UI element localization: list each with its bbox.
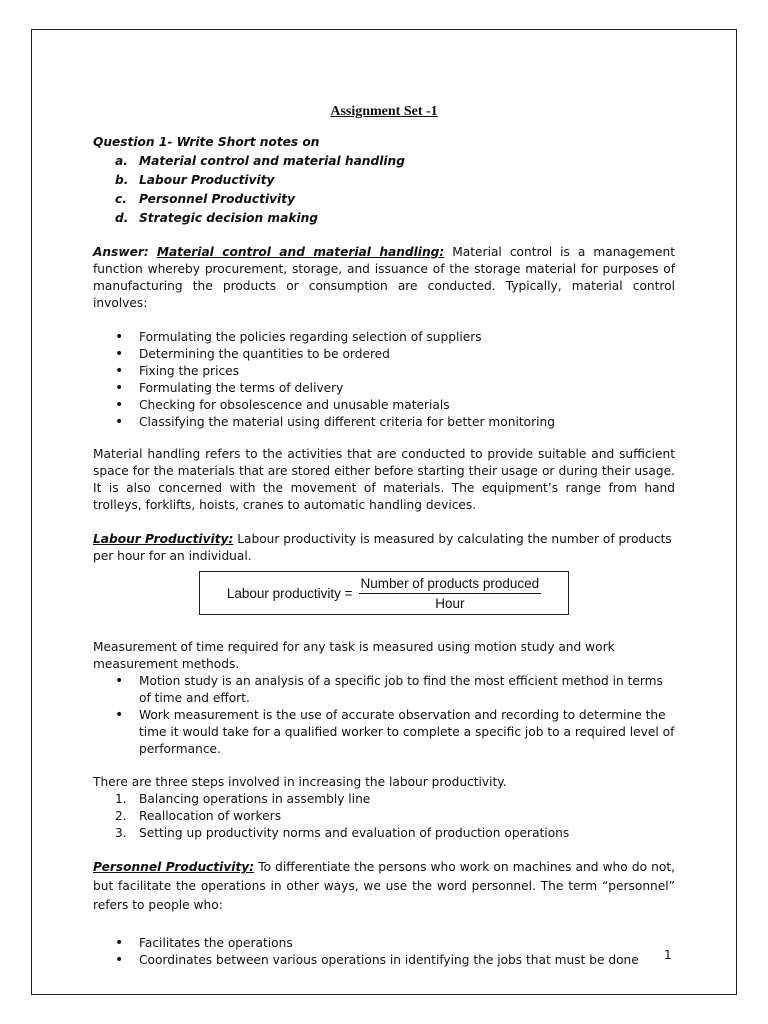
- labour-paragraph: Labour Productivity: Labour productivity is measured by calculating the number of products per hour for an individual.: [93, 532, 672, 563]
- formula-fraction: [359, 575, 542, 612]
- list-item: 2. Reallocation of workers: [115, 809, 282, 823]
- question-list: [93, 153, 675, 227]
- formula-numerator: Number of products produced: [359, 575, 542, 594]
- material-control-heading: Material control and material handling:: [156, 245, 445, 259]
- list-item: 3. Setting up productivity norms and evaluation of production operations: [115, 826, 570, 840]
- question-item: c. Personnel Productivity: [115, 192, 296, 206]
- labour-productivity-formula: [199, 571, 569, 615]
- personnel-heading: Personnel Productivity:: [93, 860, 255, 874]
- document-body: [93, 103, 675, 969]
- list-item: • Determining the quantities to be ordered: [93, 346, 675, 363]
- list-item: 1. Balancing operations in assembly line: [115, 792, 371, 806]
- page-number: 1: [664, 948, 672, 962]
- steps-list: [93, 791, 675, 842]
- material-control-list: [93, 329, 675, 431]
- list-item: • Facilitates the operations: [93, 935, 675, 952]
- list-item: • Classifying the material using different criteria for better monitoring: [93, 414, 675, 431]
- answer-label: Answer:: [93, 245, 149, 259]
- steps-intro: There are three steps involved in increasing the labour productivity.: [93, 775, 507, 789]
- answer-paragraph: Answer: Material control and material handling: Material control is a management function whereby procurement, storage, and issuance of the storage material for purposes of manufacturing the products or consumption are conducted. Typically, material control involves:: [93, 245, 676, 310]
- formula-denominator: Hour: [435, 595, 465, 611]
- material-handling-paragraph: Material handling refers to the activities that are conducted to provide suitable and sufficient space for the materials that are stored either before starting their usage or during their usage. It is also concerned with the movement of materials. The equipment’s range from hand trolleys, forklifts, hoists, cranes to automatic handling devices.: [93, 447, 675, 512]
- question-item: a. Material control and material handling: [115, 154, 405, 168]
- page-title: Assignment Set -1: [330, 104, 438, 119]
- list-item: • Formulating the policies regarding selection of suppliers: [93, 329, 675, 346]
- list-item: • Formulating the terms of delivery: [93, 380, 675, 397]
- measurement-paragraph: Measurement of time required for any task is measured using motion study and work measurement methods.: [93, 640, 615, 671]
- list-item: • Fixing the prices: [93, 363, 675, 380]
- labour-heading: Labour Productivity:: [93, 532, 234, 546]
- formula-lhs: Labour productivity =: [226, 585, 353, 601]
- question-item: d. Strategic decision making: [115, 211, 319, 225]
- question-item: b. Labour Productivity: [115, 173, 275, 187]
- personnel-list: [93, 935, 675, 969]
- list-item: • Work measurement is the use of accurate observation and recording to determine the time it would take for a qualified worker to complete a specific job to a required level of performance.: [93, 707, 675, 758]
- question-heading: Question 1- Write Short notes on: [93, 135, 320, 149]
- list-item: • Checking for obsolescence and unusable materials: [93, 397, 675, 414]
- list-item: • Motion study is an analysis of a specific job to find the most efficient method in terms of time and effort.: [93, 673, 675, 707]
- measurement-list: [93, 673, 675, 758]
- list-item: • Coordinates between various operations in identifying the jobs that must be done: [93, 952, 675, 969]
- personnel-paragraph: Personnel Productivity: To differentiate the persons who work on machines and who do not, but facilitate the operations in other ways, we use the word personnel. The term “personnel” refers to people who:: [93, 860, 675, 912]
